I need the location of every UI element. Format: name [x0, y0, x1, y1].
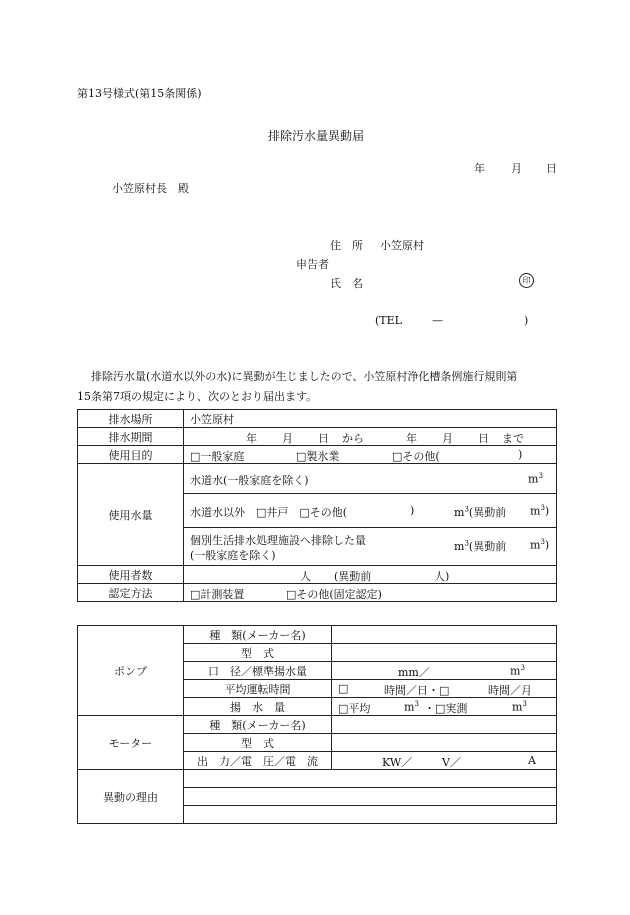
purpose-opt-other[interactable]: □その他(: [392, 450, 440, 463]
applicant-label: 申告者: [296, 258, 329, 271]
reason-line-2[interactable]: [184, 788, 557, 806]
pump-type-value[interactable]: [332, 626, 557, 644]
pump-hours-value[interactable]: □ 時間／日・□ 時間／月: [332, 680, 557, 698]
purpose-label: 使用目的: [78, 446, 184, 464]
reason-label: 異動の理由: [78, 770, 184, 824]
drain-period-value[interactable]: 年 月 日 から 年 月 日 まで: [184, 428, 557, 446]
pump-label: ポンプ: [78, 626, 184, 716]
drain-period-label: 排水期間: [78, 428, 184, 446]
motor-model-value[interactable]: [332, 734, 557, 752]
address-label: 住 所: [330, 239, 363, 252]
motor-model-label: 型 式: [184, 734, 332, 752]
pump-hours-label: 平均運転時間: [184, 680, 332, 698]
purpose-opt-ice[interactable]: □製氷業: [296, 450, 340, 463]
equipment-table: [77, 625, 557, 824]
motor-type-label: 種 類(メーカー名): [184, 716, 332, 734]
pump-lift-label: 揚 水 量: [184, 698, 332, 716]
tel-dash: —: [432, 314, 443, 327]
users-label: 使用者数: [78, 566, 184, 584]
addressee: 小笠原村長 殿: [112, 182, 189, 195]
name-label: 氏 名: [330, 277, 363, 290]
pump-model-label: 型 式: [184, 644, 332, 662]
tel-open: (TEL: [375, 314, 402, 327]
pump-caliber-value[interactable]: mm／ $m^3$: [332, 662, 557, 680]
users-value[interactable]: 人 (異動前 人): [184, 566, 557, 584]
water-volume-individual[interactable]: 個別生活排水処理施設へ排除した量 (一般家庭を除く) $m^3$(異動前 $m^3$): [184, 528, 557, 566]
purpose-opt-household[interactable]: □一般家庭: [190, 450, 245, 463]
body-line-2: 15条第7項の規定により、次のとおり届出ます。: [77, 390, 318, 403]
pump-caliber-label: 口 径／標準揚水量: [184, 662, 332, 680]
body-line-1: 排除汚水量(水道水以外の水)に異動が生じましたので、小笠原村浄化槽条例施行規則第: [91, 370, 518, 383]
motor-type-value[interactable]: [332, 716, 557, 734]
reason-line-1[interactable]: [184, 770, 557, 788]
tel-close: ): [524, 314, 529, 327]
water-volume-tap[interactable]: 水道水(一般家庭を除く) $m^3$: [184, 464, 557, 494]
motor-output-value[interactable]: KW／ V／ A: [332, 752, 557, 770]
method-label: 認定方法: [78, 584, 184, 602]
motor-label: モーター: [78, 716, 184, 770]
water-volume-label: 使用水量: [78, 464, 184, 566]
reason-line-3[interactable]: [184, 806, 557, 824]
date-day: 日: [546, 162, 557, 175]
purpose-value[interactable]: □一般家庭 □製氷業 □その他( ): [184, 446, 557, 464]
address-value: 小笠原村: [380, 239, 424, 252]
usage-table: [77, 409, 557, 602]
seal-icon: 印: [519, 273, 534, 288]
form-number: 第13号様式(第15条関係): [77, 87, 202, 100]
date-month: 月: [511, 162, 522, 175]
motor-output-label: 出 力／電 圧／電 流: [184, 752, 332, 770]
method-opt-fixed[interactable]: □その他(固定認定): [286, 588, 382, 601]
pump-lift-value[interactable]: □平均 $m^3$ ・□実測 $m^3$: [332, 698, 557, 716]
drain-place-value[interactable]: 小笠原村: [184, 410, 557, 428]
date-year: 年: [474, 162, 485, 175]
method-value[interactable]: [184, 584, 557, 602]
method-opt-meter[interactable]: □計測装置: [190, 588, 245, 601]
pump-model-value[interactable]: [332, 644, 557, 662]
water-volume-nontap[interactable]: 水道水以外 □井戸 □その他( ) $m^3$(異動前 $m^3$): [184, 494, 557, 528]
page-title: 排除汚水量異動届: [268, 129, 365, 143]
drain-place-label: 排水場所: [78, 410, 184, 428]
pump-type-label: 種 類(メーカー名): [184, 626, 332, 644]
